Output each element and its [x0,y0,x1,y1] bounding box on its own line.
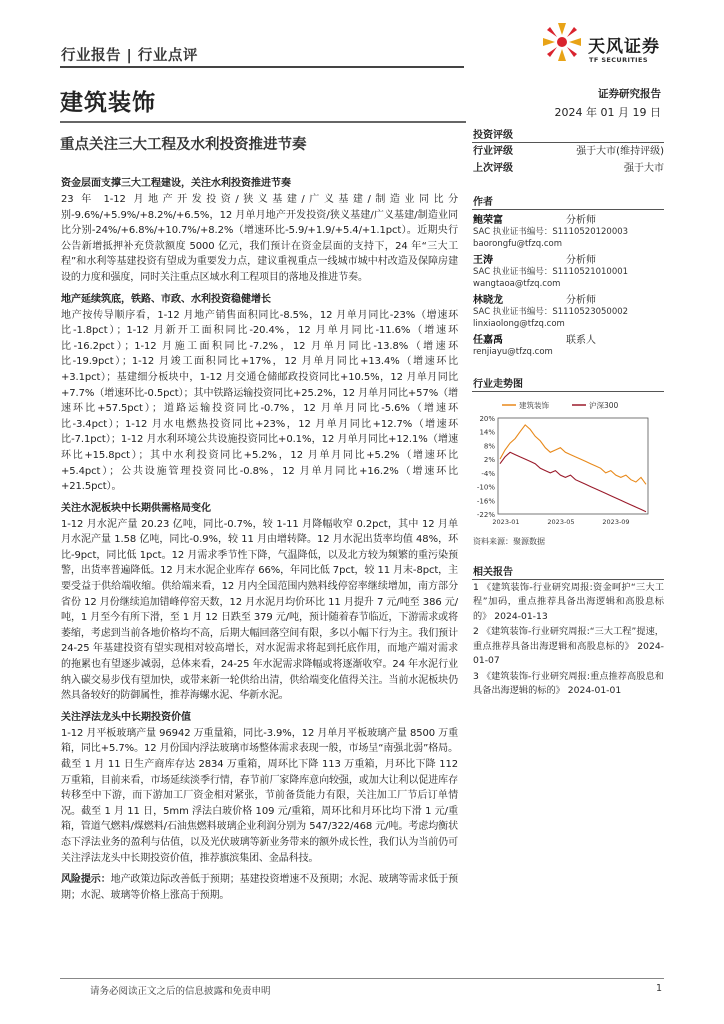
sidebar [472,124,664,699]
rating-title: 投资评级 [472,124,664,143]
risk-title: 风险提示： [61,874,111,886]
author-role: 分析师 [566,215,596,226]
trend-chart [472,396,664,534]
section-title: 关注水泥板块中长期供需格局变化 [61,502,211,514]
x-tick-label: 2023-09 [602,517,630,526]
header-rule [60,66,464,68]
trend-block [472,373,664,547]
y-tick-label: 20% [479,414,495,423]
footer-disclaimer: 请务必阅读正文之后的信息披露和免责申明 [90,986,271,997]
author-entry [472,334,664,359]
author-role: 分析师 [566,295,596,306]
author-email[interactable]: renjiayu@tfzq.com [473,347,553,357]
section-body: 地产按传导顺序看，1-12 月地产销售面积同比-8.5%，12 月单月同比-23%（增速环比-1.8pct）；1-12 月新开工面积同比-20.4%，12 月单月同比-11.6%（增速环比-16.2pct）；1-12 月施工面积同比-7.2%，12 月单月同比-13.8%（增速环比-19.9pct）；1-12 月竣工面积同比+17%，12 月单月同比+13.4%（增速环比+3.1pct）；基建细分板块中，1-12 月交通仓储邮政投资同比+10.5%，12 月单月同比+7.7%（增速环比-0.5pct）；其中铁路运输投资同比+25.2%，12 月单月同比+57%（增速环比+57.5pct）；道路运输投资同比-0.7%，12 月单月同比-5.6%（增速环比-3.4pct）；1-12 月水电燃热投资同比+23%，12 月单月同比+12.7%（增速环比-7.1pct）；1-12 月水利环境公共设施投资同比+0.1%，12 月单月同比+12.1%（增速环比+15.8pct）；其中水利投资同比+5.2%，12 月单月同比+5.2%（增速环比+5.4pct）；公共设施管理投资同比-0.8%，12 月单月同比+16.2%（增速环比+21.5pct）。 [61,309,458,493]
sector-rule [60,121,466,123]
page-number: 1 [655,983,662,994]
y-tick-label: -22% [476,510,495,519]
headline: 重点关注三大工程及水利投资推进节奏 [60,137,307,153]
authors-title: 作者 [472,191,664,210]
author-entry [472,294,664,330]
author-header [472,214,664,227]
series-line [500,452,646,511]
related-report-link[interactable]: 3 《建筑装饰-行业研究周报:重点推荐高股息和具备出海逻辑的标的》 2024-01-01 [473,670,664,696]
legend-label: 沪深300 [589,400,619,410]
section [61,176,458,286]
related-report-link[interactable]: 1 《建筑装饰-行业研究周报:资金呵护“三大工程”加码，重点推荐具备出海逻辑和高股息标的》 2024-01-13 [473,581,664,622]
author-entry [472,254,664,290]
section [61,292,458,495]
section-body: 1-12 月平板玻璃产量 96942 万重量箱，同比-3.9%，12 月单月平板玻璃产量 8500 万重箱，同比+5.7%。12 月份国内浮法玻璃市场整体需求表现一般，市场呈“南强北弱”格局。截至 1 月 11 日生产商库存达 2834 万重箱，周环比下降 113 万重箱，月环比下降 112 万重箱，目前来看，市场延续淡季行情，春节前厂家降库意向较强，或加大让利以促进库存转移至中下游，而下游加工厂资金相对紧张，节前备货能力有限，关注加工厂节后订单情况。截至 1 月 11 日，5mm 浮法白玻价格 109 元/重箱，周环比和月环比均下滑 1 元/重箱，管道气燃料/煤燃料/石油焦燃料玻璃企业利润分别为 547/322/468 元/吨。考虑均衡状态下浮法业务的盈利与估值，以及光伏玻璃等新业务带来的额外成长性，我们认为当前仍可关注浮法龙头中长期投资价值，推荐旗滨集团、金晶科技。 [61,727,458,864]
risk-body: 地产政策边际改善低于预期；基建投资增速不及预期；水泥、玻璃等需求低于预期；水泥、玻璃等价格上涨高于预期。 [61,874,459,901]
y-tick-label: -4% [481,469,495,478]
trend-title: 行业走势图 [472,373,664,392]
author-cert: SAC 执业证书编号：S1110521010001 [473,267,629,277]
author-role: 分析师 [566,255,596,266]
author-header [472,334,664,347]
author-name: 林晓龙 [473,295,503,306]
section [61,501,458,704]
author-email[interactable]: linxiaolong@tfzq.com [473,318,565,329]
trend-chart-svg [472,396,664,534]
section [61,710,458,866]
author-name: 任嘉禹 [473,335,503,346]
x-tick-label: 2023-05 [547,517,575,526]
related-report-link[interactable]: 2 《建筑装饰-行业研究周报:“三大工程”提速，重点推荐具备出海逻辑和高股息标的》 2024-01-07 [473,626,664,666]
author-cert: SAC 执业证书编号：S1110523050002 [473,307,629,317]
report-date: 2024 年 01 月 19 日 [554,106,661,119]
authors-list [472,214,664,359]
author-header [472,294,664,307]
author-entry [472,214,664,250]
author-role: 联系人 [566,335,596,346]
logo-text-en: TF SECURITIES [589,56,648,64]
author-email[interactable]: baorongfu@tfzq.com [473,238,563,249]
plot-frame [498,418,648,514]
section-title: 地产延续筑底，铁路、市政、水利投资稳健增长 [61,293,271,305]
x-tick-label: 2023-01 [492,517,520,526]
sector-title: 建筑装饰 [60,90,156,116]
logo-mark-icon [540,20,584,64]
main-content [61,176,458,909]
risk-text [61,872,458,903]
series-line [500,424,646,483]
rating-value: 强于大市 [624,163,664,174]
y-tick-label: 2% [483,455,495,464]
section-body: 1-12 月水泥产量 20.23 亿吨，同比-0.7%，较 1-11 月降幅收窄 0.2pct，其中 12 月单月水泥产量 1.58 亿吨，同比-0.9%，较 11 月由增转降。12 月水泥出货率均值 48%，环比-9pct，同比低 1pct。12 月需求季节性下降，气温降低，以及北方较为频繁的重污染预警，出货率普遍降低。12 月末水泥企业库存 66%，年同比低 7pct，较 11 月末-8pct，主要受益于供给端收缩。供给端来看，12 月内全国范围内熟料线停窑率继续增加，南方部分省份 12 月份继续追加错峰停窑天数，12 月水泥月均价环比 11 月提升 7 元/吨至 386 元/吨，1 月至今有所下滑，至 1 月 12 日跌至 379 元/吨，预计随着春节临近，下游需求或将萎缩，考虑到当前各地价格均不高，后期大幅回落空间有限，多以小幅下行为主。我们预计 24-25 年基建投资有望实现相对较高增长，对水泥需求将起到托底作用，而地产端对需求的拖累也有望逐步减弱，总体来看，24-25 年水泥需求降幅或将逐渐收窄。24 年水泥行业纳入碳交易步伐有望加快，或带来新一轮供给出清，供给端变化值得关注。当前水泥板块仍然具备较好的防御属性，推荐海螺水泥、华新水泥。 [61,518,458,702]
authors-block [472,191,664,359]
rating-row [472,160,664,177]
logo-text-cn: 天风证券 [588,37,660,57]
rating-value: 强于大市(维持评级) [576,146,664,157]
section-title: 资金层面支撑三大工程建设，关注水利投资推进节奏 [61,178,291,189]
author-name: 王涛 [473,255,493,266]
related-title: 相关报告 [472,561,664,580]
legend-label: 建筑装饰 [519,400,549,410]
y-tick-label: -16% [476,496,495,505]
y-tick-label: 8% [483,441,495,450]
doc-type: 行业报告 | 行业点评 [61,48,198,64]
section-title: 关注浮法龙头中长期投资价值 [61,711,191,723]
related-block [472,561,664,699]
chart-source: 资料来源：聚源数据 [473,536,545,546]
author-email[interactable]: wangtaoa@tfzq.com [473,278,561,289]
rating-row [472,143,664,160]
author-name: 鲍荣富 [473,215,503,226]
rating-key: 上次评级 [473,163,513,174]
risk-section [61,872,458,903]
section-body: 23 年 1-12 月地产开发投资/狭义基建/广义基建/制造业同比分别-9.6%/+5.9%/+8.2%/+6.5%，12 月单月地产开发投资/狭义基建/广义基建/制造业同比分别-24%/+6.8%/+10.7%/+8.2%（增速环比-5.9/+1.9/+5.4/+1.1pct）。近期央行公告新增抵押补充贷款额度 5000 亿元，我们预计在资金层面的支持下，24 年“三大工程”和水利等基建投资有望成为重要发力点，建议重视重点一线城市城中村改造及保障房建设的力度和强度，同时关注重点区域水利工程项目的落地及推进节奏。 [61,194,458,283]
author-header [472,254,664,267]
y-tick-label: 14% [479,428,495,437]
footer-rule [60,978,664,979]
company-logo [540,20,670,72]
report-label: 证券研究报告 [598,88,661,100]
rating-key: 行业评级 [473,146,513,157]
y-tick-label: -10% [476,483,495,492]
author-cert: SAC 执业证书编号：S1110520120003 [473,227,629,237]
